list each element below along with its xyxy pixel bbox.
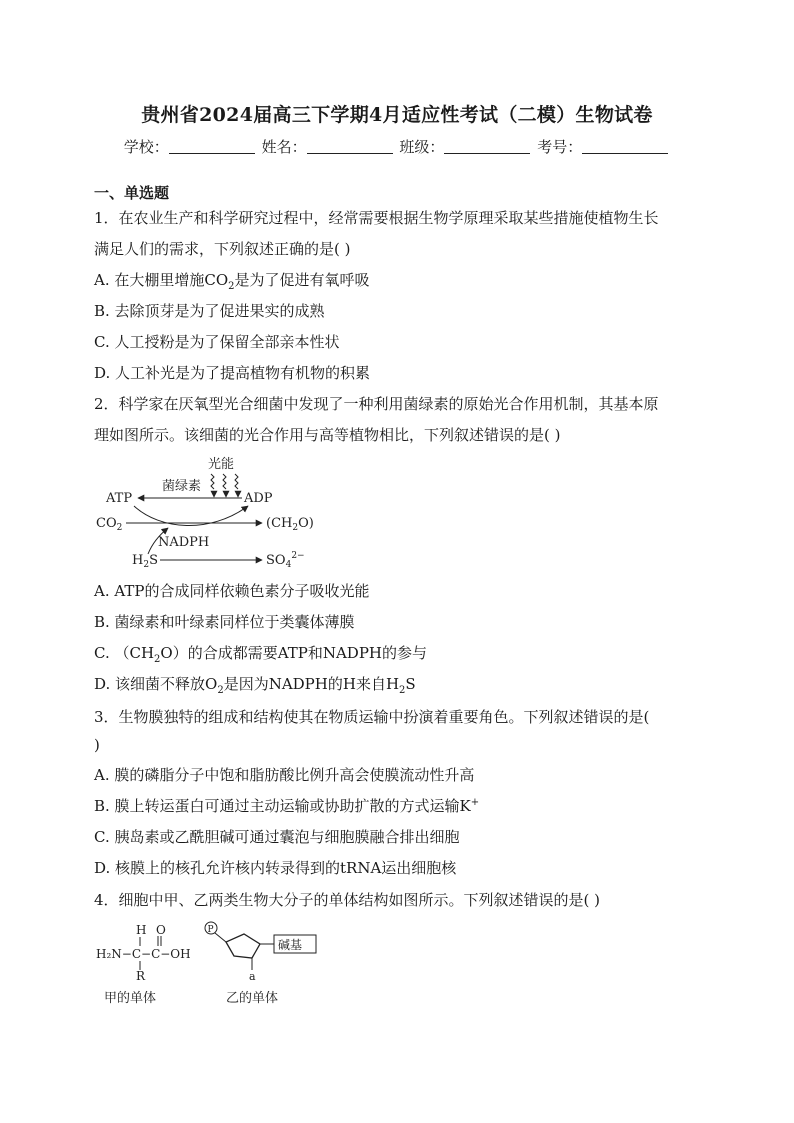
q1-option-c[interactable]: C. 人工授粉是为了保留全部亲本性状 (94, 333, 340, 351)
number-blank[interactable] (582, 139, 668, 154)
aa-o-label: O (156, 923, 166, 937)
class-blank[interactable] (444, 139, 530, 154)
phosphate-bond (215, 933, 226, 942)
q3-stem-line-2: ) (94, 736, 100, 754)
school-label: 学校： (123, 138, 169, 156)
q1-option-a[interactable]: A. 在大棚里增施$CO_2$是为了促进有氧呼吸 (94, 271, 370, 292)
atp-label: ATP (106, 491, 133, 506)
co2-label: $CO_2$ (96, 516, 123, 533)
caption-jia: 甲的单体 (104, 991, 157, 1006)
light-energy-label: 光能 (208, 457, 235, 472)
monomer-structures-figure (92, 918, 332, 1008)
nadph-label: NADPH (158, 535, 210, 550)
ch2o-label: $(CH_2O)$ (266, 516, 314, 533)
pentose-ring-icon (226, 934, 260, 958)
q1-option-d[interactable]: D. 人工补光是为了提高植物有机物的积累 (94, 364, 371, 382)
exam-title: 贵州省2024届高三下学期4月适应性考试（二模）生物试卷 (141, 104, 653, 126)
school-blank[interactable] (169, 139, 255, 154)
q3-option-c[interactable]: C. 胰岛素或乙酰胆碱可通过囊泡与细胞膜融合排出细胞 (94, 828, 460, 846)
number-label: 考号： (537, 138, 583, 156)
photosynthesis-diagram (90, 452, 330, 574)
q1-stem-line-2: 满足人们的需求，下列叙述正确的是( ) (94, 240, 351, 258)
q3-stem-line-1: 3．生物膜独特的组成和结构使其在物质运输中扮演着重要角色。下列叙述错误的是( (94, 708, 650, 726)
q2-option-c[interactable]: C. $(CH_2O)$的合成都需要ATP和NADPH的参与 (94, 644, 427, 665)
q2-option-d[interactable]: D. 该细菌不释放$O_2$是因为NADPH的H来自$H_2S$ (94, 675, 416, 696)
q2-option-a[interactable]: A. ATP的合成同样依赖色素分子吸收光能 (94, 582, 370, 600)
q3-option-b[interactable]: B. 膜上转运蛋白可通过主动运输或协助扩散的方式运输K+ (94, 797, 480, 815)
aa-h-label: H (136, 923, 147, 937)
a-label: a (249, 970, 256, 983)
q1-option-b[interactable]: B. 去除顶芽是为了促进果实的成熟 (94, 302, 325, 320)
adp-label: ADP (244, 491, 273, 506)
q2-stem-line-1: 2．科学家在厌氧型光合细菌中发现了一种利用菌绿素的原始光合作用机制，其基本原 (94, 395, 659, 413)
q3-option-a[interactable]: A. 膜的磷脂分子中饱和脂肪酸比例升高会使膜流动性升高 (94, 766, 475, 784)
q2-stem-line-2: 理如图所示。该细菌的光合作用与高等植物相比，下列叙述错误的是( ) (94, 426, 561, 444)
class-label: 班级： (399, 138, 445, 156)
q1-stem-line-1: 1．在农业生产和科学研究过程中，经常需要根据生物学原理采取某些措施使植物生长 (94, 209, 659, 227)
aa-r-label: R (136, 969, 146, 983)
phosphate-label: P (207, 925, 214, 935)
pigment-label: 菌绿素 (162, 479, 202, 494)
aa-backbone-label: H₂N−C−C−OH (96, 947, 191, 961)
q3-option-d[interactable]: D. 核膜上的核孔允许核内转录得到的tRNA运出细胞核 (94, 859, 457, 877)
base-label: 碱基 (278, 938, 303, 952)
h2s-label: $H_2S$ (132, 553, 158, 570)
student-info-line (0, 136, 794, 157)
q2-option-b[interactable]: B. 菌绿素和叶绿素同样位于类囊体薄膜 (94, 613, 355, 631)
name-label: 姓名： (261, 138, 307, 156)
caption-yi: 乙的单体 (226, 991, 279, 1006)
section-title: 一、单选题 (94, 184, 170, 202)
so4-label: $SO_4^{2-}$ (266, 551, 305, 570)
q4-stem-line-1: 4．细胞中甲、乙两类生物大分子的单体结构如图所示。下列叙述错误的是( ) (94, 891, 601, 909)
name-blank[interactable] (307, 139, 393, 154)
light-wave-icon (211, 474, 238, 497)
